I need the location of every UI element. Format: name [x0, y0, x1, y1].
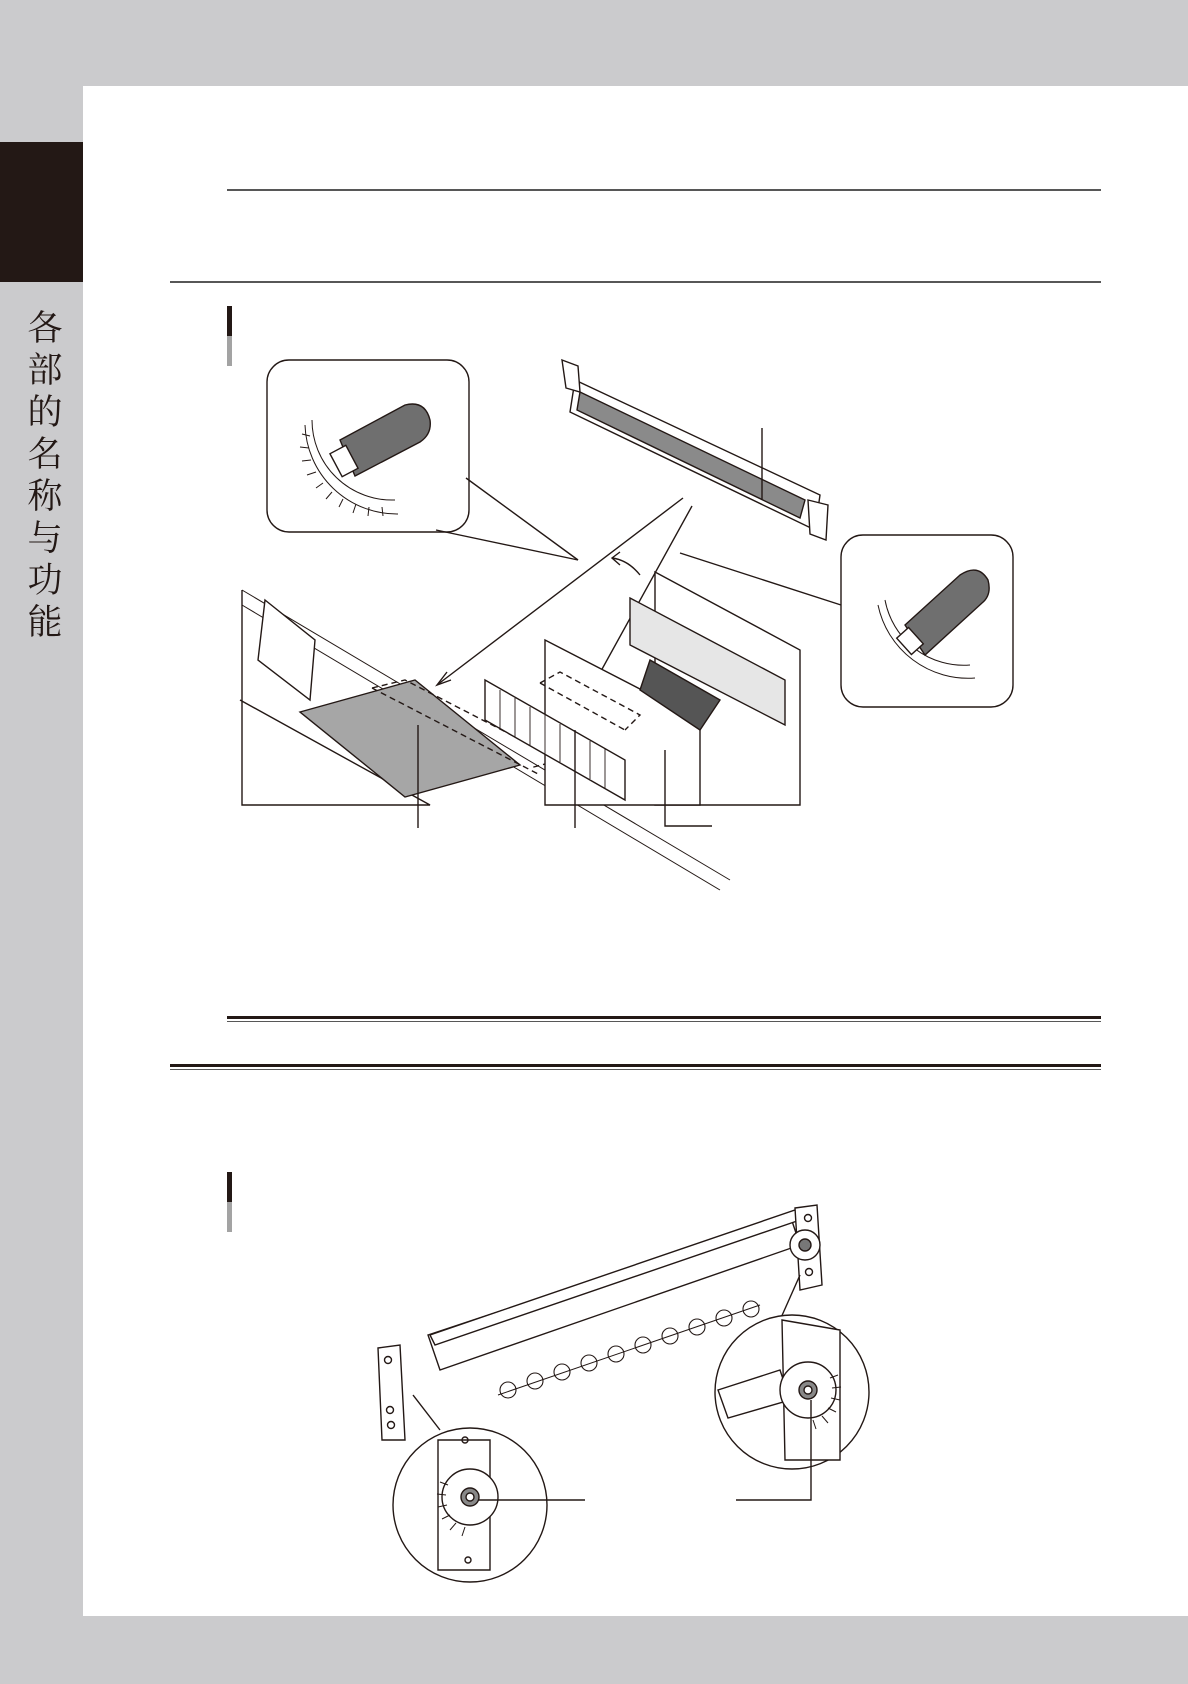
zoom-circle-left: [393, 1395, 585, 1582]
chapter-title: 各部的名称与功能: [27, 309, 63, 643]
zoom-circle-right: [715, 1275, 869, 1500]
